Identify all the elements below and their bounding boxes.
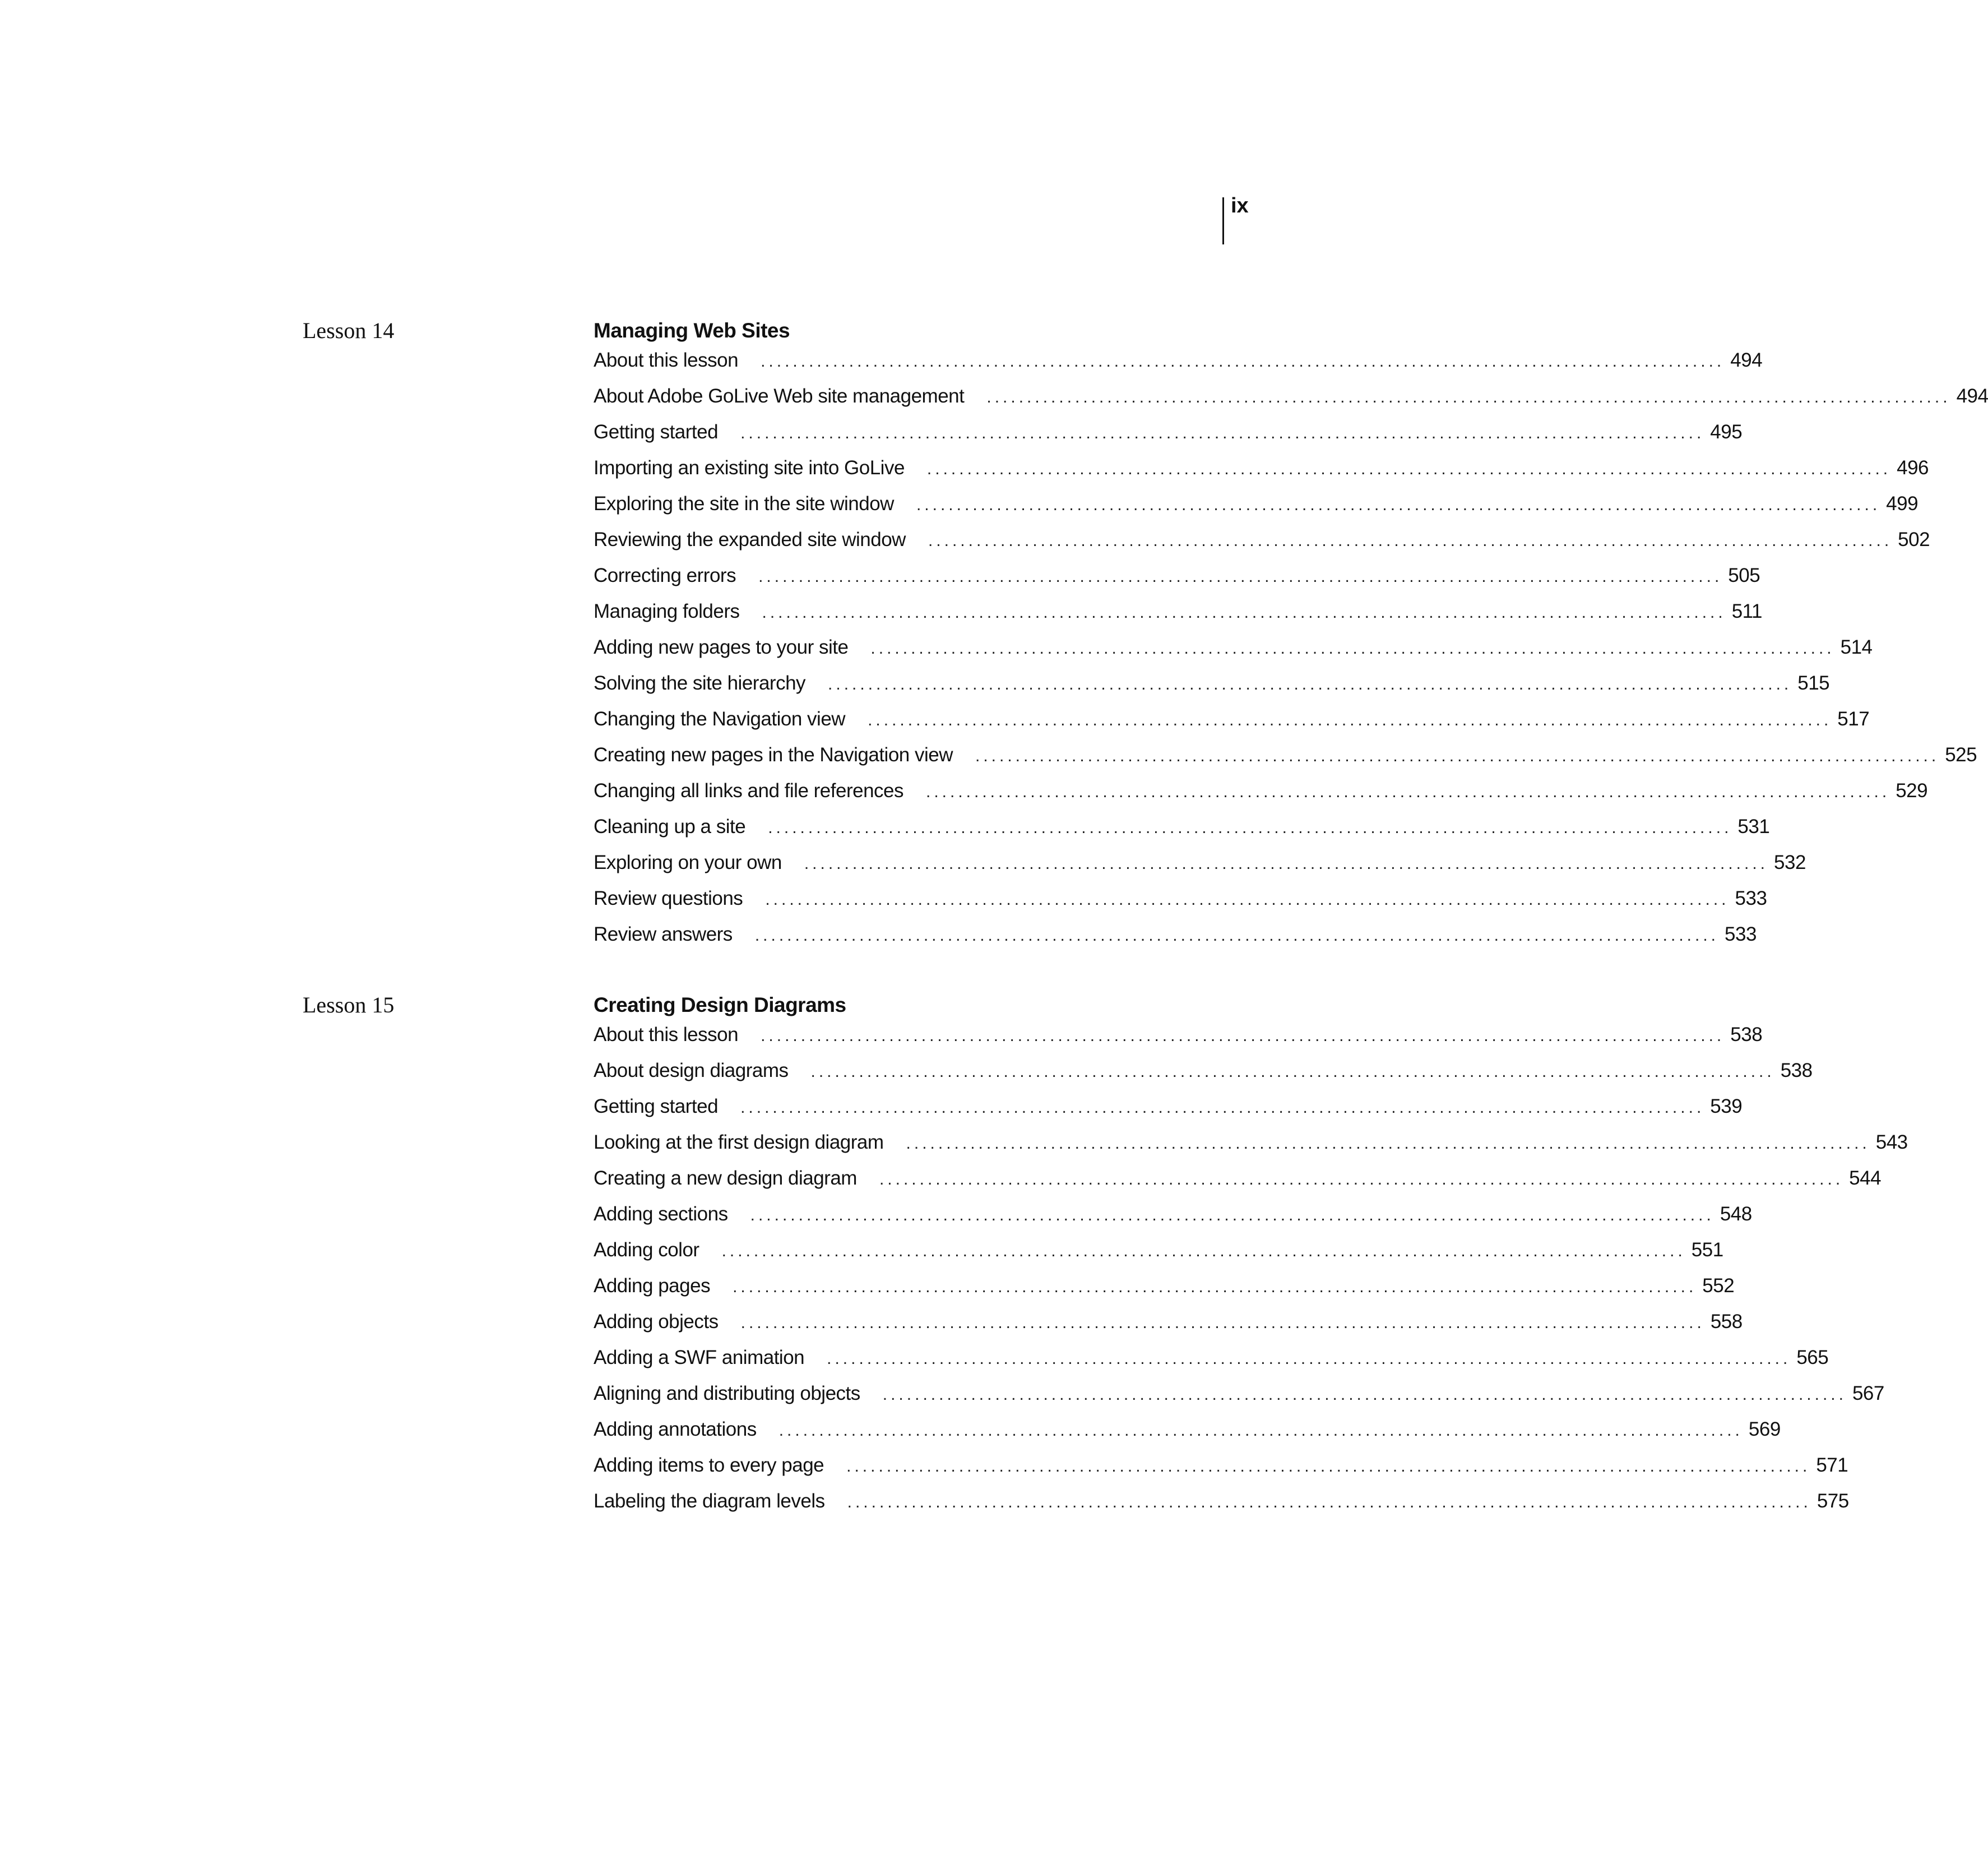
toc-entry-page: 539	[1710, 1095, 1743, 1117]
toc-entry-title: Looking at the first design diagram	[594, 1131, 884, 1153]
toc-entry	[594, 708, 1870, 744]
toc-entry-page: 575	[1816, 1490, 1849, 1512]
toc-entry-title: Labeling the diagram levels	[594, 1490, 825, 1512]
toc-entry-page: 569	[1748, 1418, 1781, 1440]
dot-leader: ........................................................................................................................	[827, 1349, 1791, 1368]
toc-entry-title: Creating new pages in the Navigation view	[594, 744, 953, 766]
toc-entry	[594, 1131, 1908, 1167]
dot-leader: ........................................................................................................................	[926, 783, 1890, 801]
dot-leader: ........................................................................................................................	[847, 1493, 1811, 1511]
toc-entry-page: 494	[1956, 385, 1988, 407]
dot-leader: ........................................................................................................................	[740, 1098, 1705, 1117]
dot-leader: ........................................................................................................................	[975, 747, 1940, 765]
toc-entry-page: 538	[1730, 1024, 1763, 1046]
toc-entry-title: Solving the site hierarchy	[594, 672, 806, 694]
dot-leader: ........................................................................................................................	[733, 1278, 1697, 1296]
dot-leader: ........................................................................................................................	[721, 1242, 1686, 1260]
toc-entry	[594, 1167, 1882, 1203]
toc-entry-title: Review questions	[594, 887, 743, 909]
toc-entry-title: Correcting errors	[594, 565, 736, 586]
lesson-label: Lesson 14	[303, 318, 395, 343]
toc-entry-page: 533	[1735, 887, 1767, 909]
page-number: ix	[1231, 194, 1249, 218]
toc-entry-title: Review answers	[594, 923, 733, 945]
toc-entry	[594, 887, 1767, 923]
dot-leader: ........................................................................................................................	[765, 890, 1730, 909]
dot-leader: ........................................................................................................................	[740, 1313, 1705, 1332]
toc-entry	[594, 600, 1763, 636]
toc-entry-page: 525	[1945, 744, 1977, 766]
toc-entry-title: About this lesson	[594, 1024, 739, 1046]
toc-entry-title: Adding sections	[594, 1203, 728, 1225]
dot-leader: ........................................................................................................................	[868, 711, 1832, 729]
toc-entry-page: 571	[1816, 1454, 1848, 1476]
toc-entry-title: Managing folders	[594, 600, 740, 622]
toc-entry-title: Adding new pages to your site	[594, 636, 849, 658]
toc-entry-page: 548	[1720, 1203, 1752, 1225]
dot-leader: ........................................................................................................................	[778, 1421, 1743, 1440]
toc-entry	[594, 780, 1928, 816]
dot-leader: ........................................................................................................................	[740, 424, 1705, 442]
toc-entry-page: 552	[1702, 1275, 1735, 1297]
toc-entry	[594, 672, 1830, 708]
toc-entry-page: 514	[1840, 636, 1873, 658]
dot-leader: ........................................................................................................................	[906, 1134, 1870, 1153]
lesson-title: Managing Web Sites	[594, 319, 790, 342]
toc-entry	[594, 852, 1806, 887]
dot-leader: ........................................................................................................................	[916, 496, 1881, 514]
dot-leader: ........................................................................................................................	[870, 639, 1835, 658]
dot-leader: ........................................................................................................................	[879, 1170, 1844, 1188]
toc-entry-page: 531	[1737, 816, 1770, 838]
toc-entry-page: 538	[1780, 1060, 1813, 1081]
toc-entry	[594, 1095, 1743, 1131]
dot-leader: ........................................................................................................................	[758, 567, 1723, 586]
toc-entry-page: 505	[1728, 565, 1760, 586]
dot-leader: ........................................................................................................................	[761, 1026, 1725, 1045]
dot-leader: ........................................................................................................................	[810, 1062, 1775, 1081]
toc-list	[594, 1024, 1908, 1526]
dot-leader: ........................................................................................................................	[986, 388, 1951, 406]
toc-entry-title: Exploring on your own	[594, 852, 782, 873]
toc-entry	[594, 816, 1770, 852]
toc-entry	[594, 349, 1763, 385]
toc-entry-title: About this lesson	[594, 349, 739, 371]
toc-entry	[594, 1454, 1848, 1490]
toc-entry-page: 517	[1837, 708, 1870, 730]
toc-entry	[594, 1060, 1813, 1095]
toc-entry-title: Importing an existing site into GoLive	[594, 457, 905, 479]
toc-entry	[594, 1239, 1723, 1275]
toc-entry	[594, 565, 1760, 600]
toc-entry	[594, 1490, 1849, 1526]
toc-entry-title: Getting started	[594, 421, 719, 443]
toc-entry-page: 499	[1886, 493, 1919, 515]
toc-entry-page: 543	[1875, 1131, 1908, 1153]
page-number-rule	[1222, 197, 1224, 244]
toc-entry-page: 551	[1691, 1239, 1723, 1261]
toc-entry-page: 567	[1852, 1382, 1884, 1404]
toc-entry-page: 511	[1731, 600, 1763, 622]
toc-entry	[594, 529, 1930, 565]
toc-entry-title: Getting started	[594, 1095, 719, 1117]
toc-entry-title: Aligning and distributing objects	[594, 1382, 860, 1404]
toc-entry-title: Exploring the site in the site window	[594, 493, 894, 515]
toc-entry	[594, 1203, 1752, 1239]
dot-leader: ........................................................................................................................	[754, 926, 1720, 945]
toc-entry-page: 544	[1849, 1167, 1882, 1189]
toc-entry-page: 558	[1710, 1311, 1743, 1333]
toc-entry-title: About design diagrams	[594, 1060, 789, 1081]
dot-leader: ........................................................................................................................	[804, 854, 1769, 873]
dot-leader: ........................................................................................................................	[928, 531, 1893, 550]
toc-entry	[594, 1275, 1735, 1311]
toc-entry-title: Changing the Navigation view	[594, 708, 846, 730]
toc-entry-title: Adding objects	[594, 1311, 719, 1333]
toc-entry-title: Adding pages	[594, 1275, 711, 1297]
lesson-label: Lesson 15	[303, 992, 395, 1017]
toc-list	[594, 349, 1988, 959]
toc-entry-title: Changing all links and file references	[594, 780, 903, 802]
toc-entry-page: 494	[1730, 349, 1763, 371]
toc-entry-page: 515	[1797, 672, 1830, 694]
dot-leader: ........................................................................................................................	[846, 1457, 1811, 1476]
toc-entry-page: 529	[1896, 780, 1928, 802]
toc-entry-page: 533	[1725, 923, 1757, 945]
dot-leader: ........................................................................................................................	[761, 352, 1725, 371]
toc-entry	[594, 1418, 1781, 1454]
toc-entry-title: Adding color	[594, 1239, 699, 1261]
toc-entry-title: Adding annotations	[594, 1418, 757, 1440]
toc-entry	[594, 421, 1743, 457]
toc-entry-page: 502	[1898, 529, 1930, 551]
toc-entry-title: Reviewing the expanded site window	[594, 529, 906, 551]
toc-entry-title: Cleaning up a site	[594, 816, 746, 838]
dot-leader: ........................................................................................................................	[750, 1206, 1714, 1224]
toc-entry-title: Adding items to every page	[594, 1454, 824, 1476]
toc-entry	[594, 923, 1757, 959]
toc-entry	[594, 1347, 1829, 1382]
toc-entry	[594, 744, 1977, 780]
toc-entry	[594, 1311, 1743, 1347]
toc-entry-page: 496	[1897, 457, 1929, 479]
toc-entry	[594, 385, 1988, 421]
dot-leader: ........................................................................................................................	[926, 460, 1892, 478]
toc-entry	[594, 1382, 1884, 1418]
toc-entry	[594, 1024, 1763, 1060]
lesson-title: Creating Design Diagrams	[594, 993, 846, 1016]
dot-leader: ........................................................................................................................	[762, 603, 1726, 622]
toc-entry	[594, 457, 1929, 493]
toc-entry-title: Creating a new design diagram	[594, 1167, 857, 1189]
dot-leader: ........................................................................................................................	[882, 1385, 1847, 1404]
toc-entry-page: 495	[1710, 421, 1743, 443]
toc-entry-title: Adding a SWF animation	[594, 1347, 805, 1368]
toc-entry	[594, 493, 1919, 529]
toc-entry-page: 532	[1774, 852, 1806, 873]
toc-entry	[594, 636, 1873, 672]
toc-entry-page: 565	[1796, 1347, 1829, 1368]
dot-leader: ........................................................................................................................	[828, 675, 1792, 693]
toc-entry-title: About Adobe GoLive Web site management	[594, 385, 965, 407]
dot-leader: ........................................................................................................................	[768, 818, 1732, 837]
